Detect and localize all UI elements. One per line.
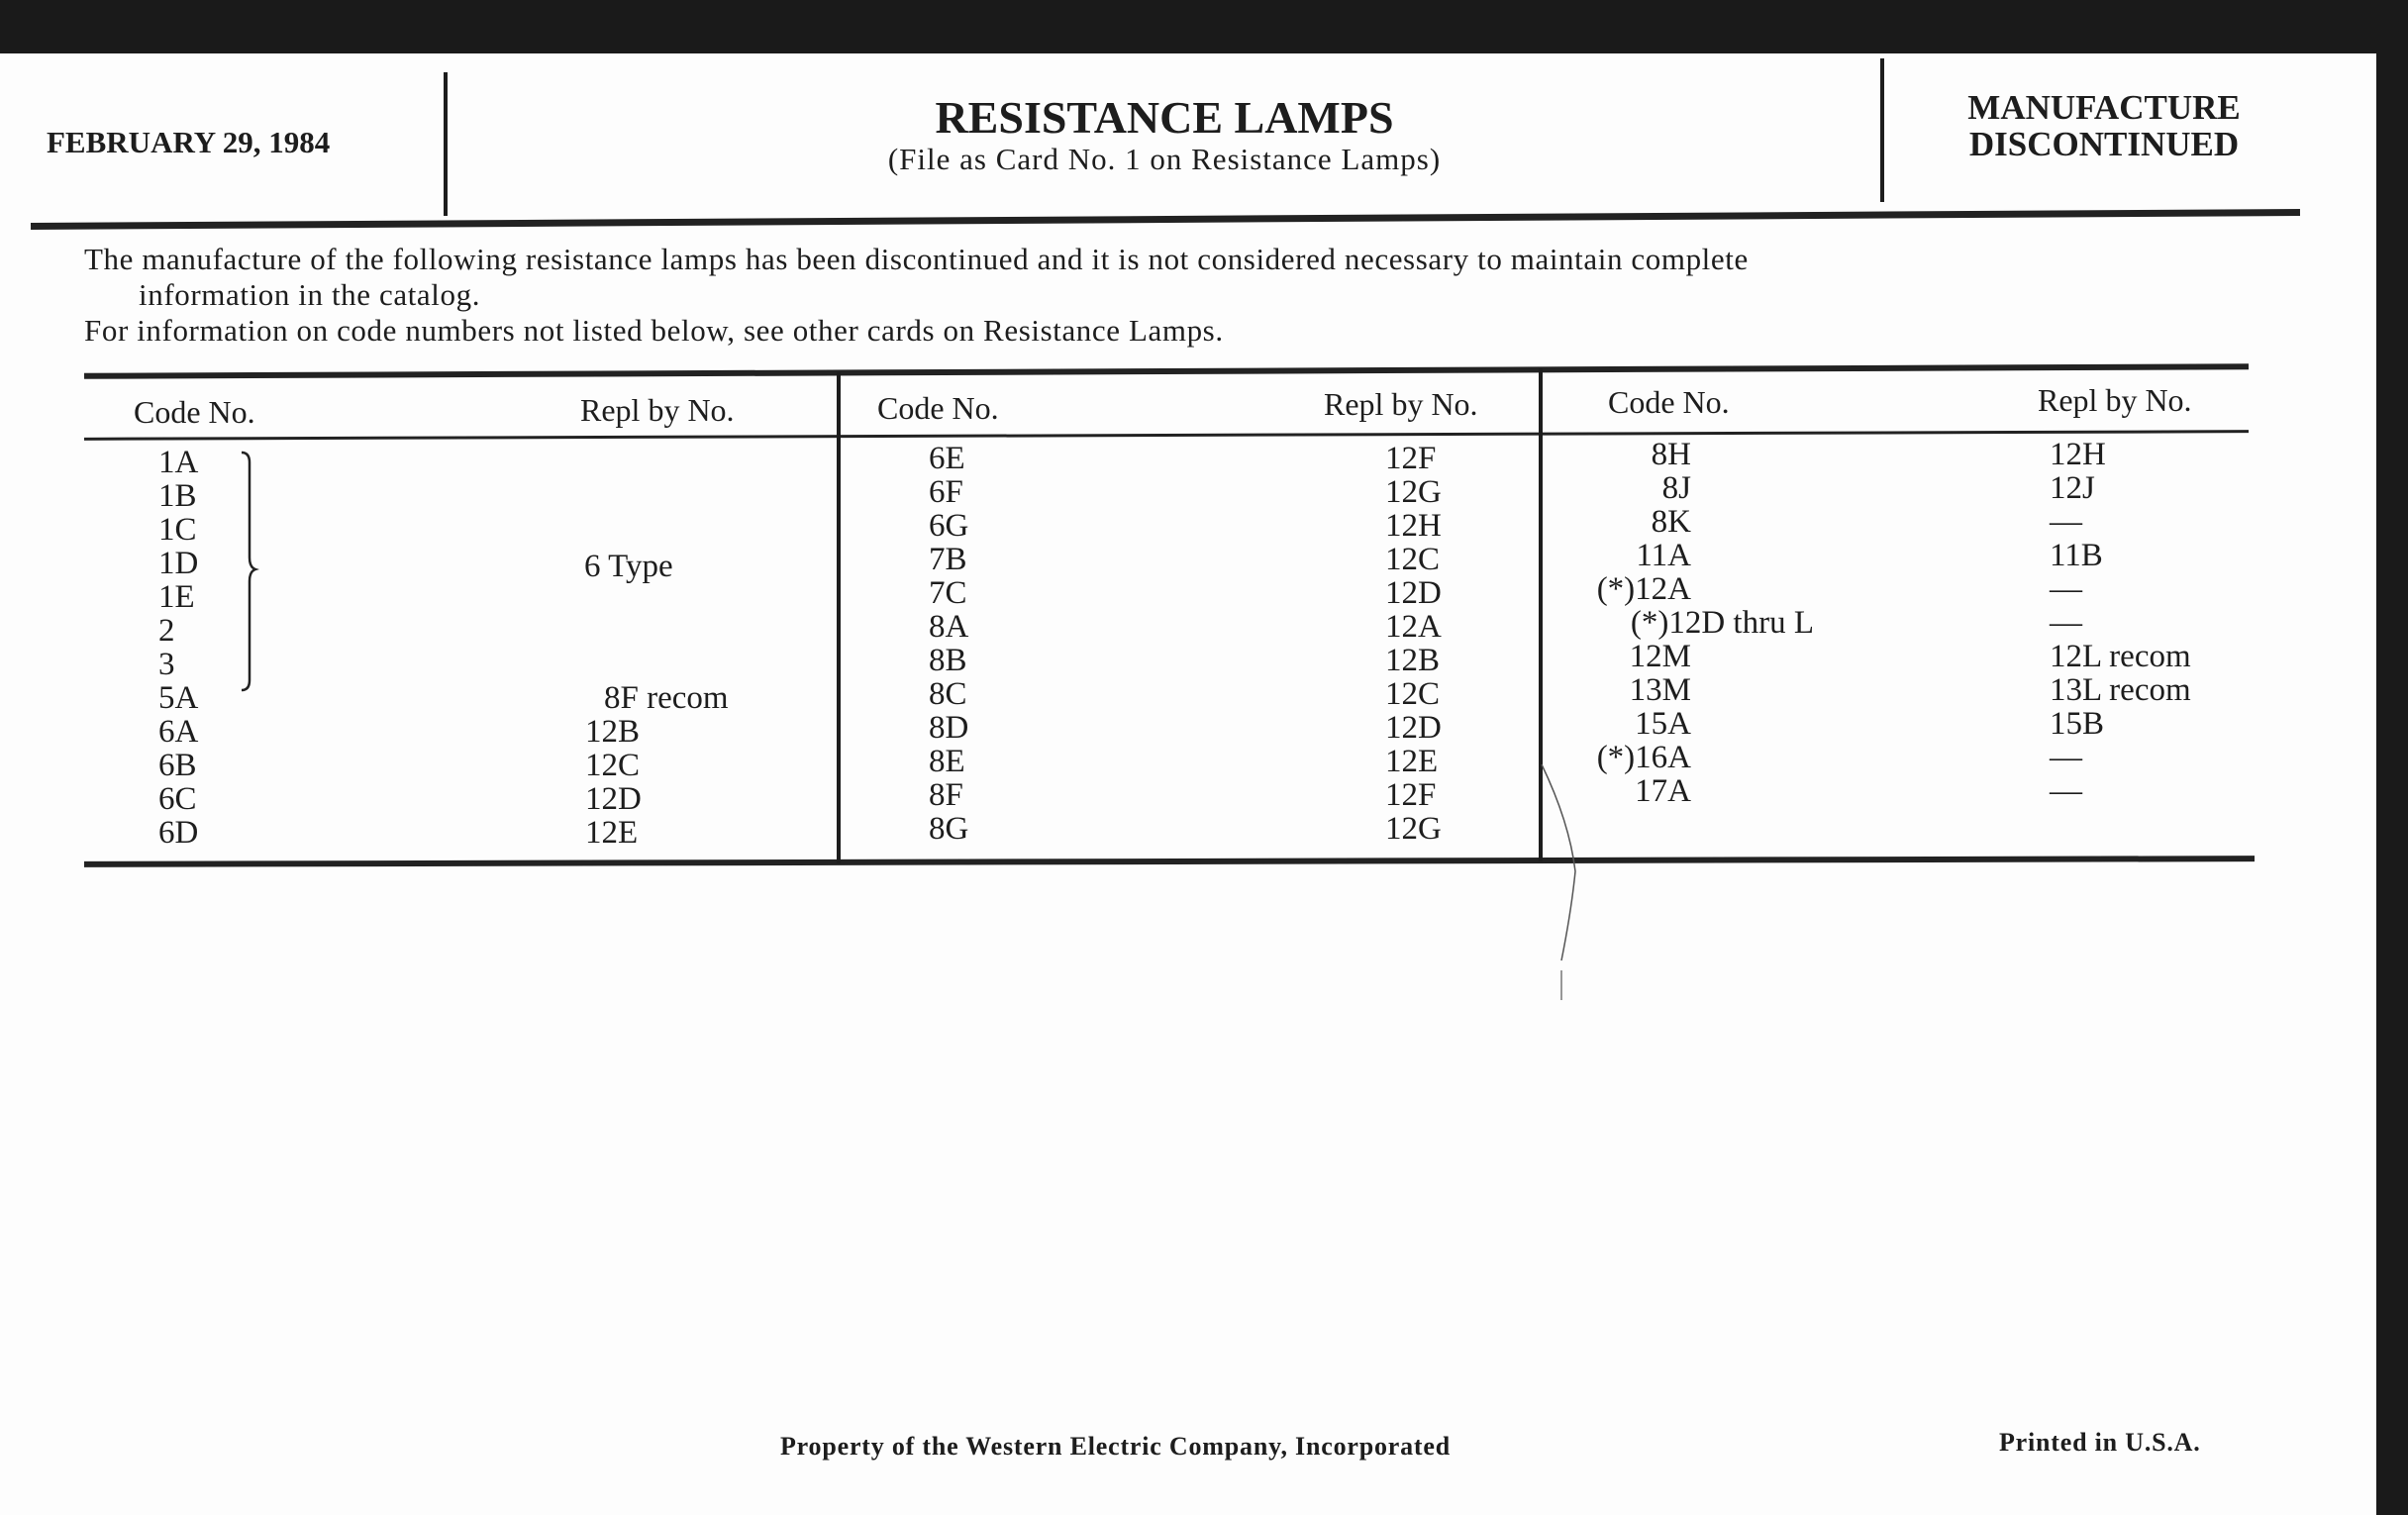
col1-code-cell: 6C [158,781,197,817]
col3-repl-cell: 13L recom [2050,672,2191,708]
col3-code-cell: 8H [1651,437,1691,472]
col2-repl-cell: 12F [1385,777,1437,813]
group-code-cell: 1A [158,445,199,480]
group-code-cell: 3 [158,647,175,682]
col3-code-cell: 8J [1661,470,1691,506]
col2-code-cell: 7B [929,542,967,577]
intro-line-2: information in the catalog. [139,277,481,312]
col2-code-header: Code No. [877,390,999,426]
col3-code-cell: (*)12D thru L [1630,605,1814,641]
col3-code-cell: 12M [1629,639,1691,674]
col2-repl-cell: 12C [1385,676,1441,712]
col2-code-cell: 6F [929,474,963,510]
col3-repl-header: Repl by No. [2038,382,2192,418]
status-badge [1906,89,2302,162]
col1-repl-cell: 12D [585,781,642,817]
col3-repl-cell: 12H [2050,437,2106,472]
page-title: RESISTANCE LAMPS [935,92,1394,143]
col3-code-cell: 17A [1635,773,1691,809]
col1-repl-cell: 8F recom [604,680,729,716]
col2-code-cell: 8E [929,744,965,779]
col3-repl-cell: — [2050,773,2082,809]
col2-repl-cell: 12A [1385,609,1442,645]
col2-code-cell: 8A [929,609,969,645]
card-date: FEBRUARY 29, 1984 [47,125,331,159]
col3-repl-cell: — [2050,504,2082,540]
col3-code-cell: (*)12A [1596,571,1691,607]
col3-code-cell: (*)16A [1596,740,1691,775]
col2-code-cell: 7C [929,575,967,611]
col3-repl-cell: — [2050,740,2082,775]
group-code-cell: 1C [158,512,197,548]
col1-repl-cell: 12B [585,714,641,750]
brace-icon [238,451,267,693]
col3-code-cell: 13M [1629,672,1691,708]
col3-repl-cell: 12J [2050,470,2095,506]
col2-code-cell: 8G [929,811,969,847]
col2-repl-cell: 12D [1385,710,1442,746]
col3-repl-cell: 12L recom [2050,639,2191,674]
col1-repl-cell: 12E [585,815,639,851]
col1-code-header: Code No. [134,394,255,430]
status-line-2: DISCONTINUED [1968,125,2240,163]
col2-repl-cell: 12E [1385,744,1439,779]
col3-repl-cell: — [2050,605,2082,641]
col2-repl-cell: 12C [1385,542,1441,577]
col1-code-cell: 6B [158,748,197,783]
page-subtitle: (File as Card No. 1 on Resistance Lamps) [887,142,1442,176]
col1-code-cell: 5A [158,680,199,716]
col1-code-cell: 6D [158,815,199,851]
col1-code-cell: 6A [158,714,199,750]
col3-repl-cell: — [2050,571,2082,607]
col2-code-cell: 8B [929,643,967,678]
col2-repl-cell: 12G [1385,811,1442,847]
column-divider-1 [837,372,841,863]
col2-repl-cell: 12H [1385,508,1442,544]
col2-code-cell: 8C [929,676,967,712]
group-code-cell: 1E [158,579,195,615]
group-repl: 6 Type [584,549,673,584]
col3-code-cell: 11A [1636,538,1691,573]
col2-repl-header: Repl by No. [1324,386,1478,422]
group-code-cell: 1B [158,478,197,514]
col2-repl-cell: 12D [1385,575,1442,611]
col3-repl-cell: 11B [2050,538,2103,573]
col2-code-cell: 6G [929,508,969,544]
col2-code-cell: 6E [929,441,965,476]
col3-code-cell: 8K [1651,504,1691,540]
footer-property: Property of the Western Electric Company, Incorporated [780,1432,1451,1461]
col2-repl-cell: 12F [1385,441,1437,476]
intro-line-1: The manufacture of the following resistance lamps has been discontinued and it is not considered necessary to maintain complete [84,242,1749,276]
col2-repl-cell: 12B [1385,643,1441,678]
col3-code-header: Code No. [1608,384,1730,420]
pen-mark [1540,762,1599,1030]
group-code-cell: 2 [158,613,175,649]
col2-code-cell: 8F [929,777,963,813]
status-line-1: MANUFACTURE [1967,88,2241,127]
intro-line-3: For information on code numbers not listed below, see other cards on Resistance Lamps. [84,313,1224,348]
col3-code-cell: 15A [1635,706,1691,742]
col2-repl-cell: 12G [1385,474,1442,510]
col3-repl-cell: 15B [2050,706,2105,742]
col1-repl-cell: 12C [585,748,641,783]
col2-code-cell: 8D [929,710,969,746]
group-code-cell: 1D [158,546,199,581]
col1-repl-header: Repl by No. [580,392,735,428]
header-divider-right [1880,58,1884,202]
footer-printed: Printed in U.S.A. [1999,1428,2201,1457]
